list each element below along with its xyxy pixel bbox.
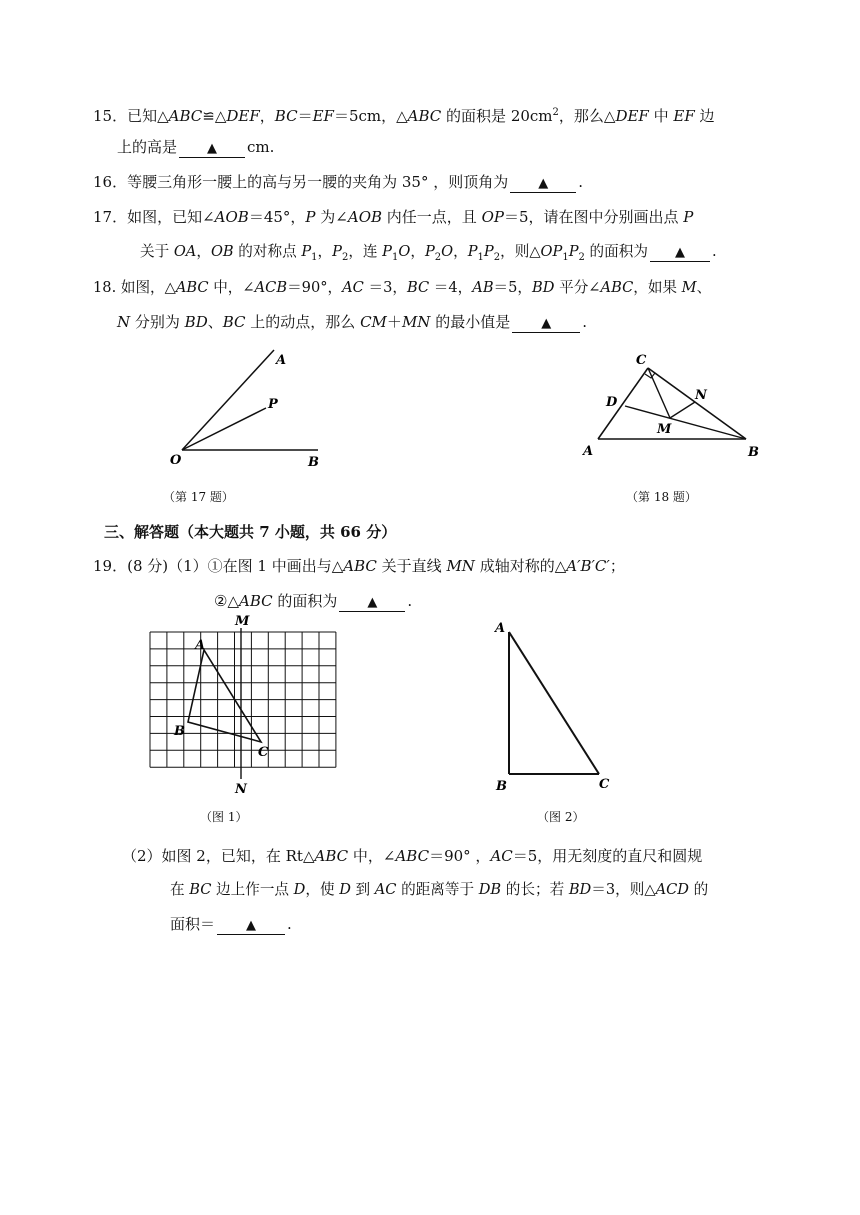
q19-part2-line-3	[170, 914, 292, 935]
figure-17-caption: （第 17 题）	[163, 490, 234, 504]
text: 中	[648, 107, 674, 125]
text: ＝5，请在图中分别画出点	[503, 208, 684, 226]
q15-line-2	[117, 137, 274, 158]
text: ＝4，	[429, 279, 473, 296]
subscript: 1	[477, 251, 484, 263]
text: OP	[540, 243, 563, 260]
text: 已知△	[127, 107, 169, 125]
text: ABC	[168, 107, 203, 125]
text: 关于直线	[376, 557, 447, 575]
text: (8 分)（1）①在图 1 中画出与△	[127, 557, 344, 575]
text: ABC	[175, 279, 209, 296]
triangle-icon: ▲	[207, 141, 218, 156]
text: 在	[170, 881, 190, 898]
text: 成轴对称的△	[474, 557, 567, 575]
text: O	[398, 243, 411, 260]
text: ，	[259, 107, 275, 125]
text: BC	[406, 279, 430, 296]
text: ②△	[214, 592, 239, 610]
subscript: 2	[434, 251, 442, 263]
text: DEF	[615, 107, 649, 125]
triangle-icon: ▲	[367, 595, 378, 610]
q15-line-1	[93, 103, 715, 126]
answer-blank[interactable]	[339, 593, 405, 612]
text: 的长；若	[501, 881, 569, 898]
text: EF	[673, 107, 695, 125]
text: ABC	[343, 557, 377, 575]
text: P	[483, 243, 494, 260]
triangle-icon: ▲	[674, 245, 685, 260]
figure-18-caption: （第 18 题）	[626, 490, 697, 504]
text: A′B′C′	[566, 557, 610, 575]
text: 的距离等于	[396, 881, 479, 898]
answer-blank[interactable]	[179, 139, 245, 158]
segment-mn	[670, 402, 695, 418]
text: AB	[472, 279, 494, 296]
question-number: 15．	[93, 107, 128, 125]
text: 上的动点，那么	[245, 313, 361, 331]
label-a: A	[495, 621, 506, 636]
text: DB	[478, 881, 502, 898]
figure-2	[488, 612, 618, 797]
label-b: B	[174, 724, 185, 739]
label-b: B	[496, 779, 507, 794]
text: P	[305, 208, 316, 226]
text: ＝5cm，△	[333, 107, 408, 125]
label-c: C	[258, 745, 269, 760]
text: ACB	[254, 279, 288, 296]
label-b: B	[308, 455, 319, 470]
label-b: B	[748, 445, 759, 460]
text: 的面积为	[584, 243, 648, 260]
q16-line	[93, 172, 583, 193]
text: 如图，已知∠	[127, 208, 215, 226]
text: CM	[360, 313, 387, 331]
text: AC	[374, 881, 397, 898]
text: 的面积是 20cm	[441, 107, 553, 125]
text: MN	[401, 313, 431, 331]
text: BD	[568, 881, 592, 898]
text: O	[441, 243, 454, 260]
text: .	[407, 592, 413, 610]
text: 边上作一点	[211, 881, 294, 898]
text: M	[681, 279, 697, 296]
text: （2）如图 2，已知，在 Rt△	[122, 847, 315, 865]
text: ＝90°，	[287, 279, 343, 296]
text: ＋	[386, 313, 402, 331]
subscript: 1	[311, 251, 318, 263]
text: ，	[410, 243, 425, 260]
subscript: 2	[341, 251, 349, 263]
side-ac	[509, 632, 599, 774]
label-n: N	[235, 782, 247, 797]
ray-oa	[182, 350, 274, 450]
grid-lines	[150, 632, 336, 767]
text: cm.	[247, 138, 275, 156]
triangle-icon: ▲	[246, 918, 257, 933]
triangle-icon: ▲	[541, 316, 552, 331]
answer-blank[interactable]	[650, 244, 710, 262]
text: P	[382, 243, 392, 260]
text: AOB	[347, 208, 383, 226]
text: P	[424, 243, 435, 260]
text: 边	[694, 107, 715, 125]
question-number: 19．	[93, 557, 128, 575]
text: P	[467, 243, 478, 260]
text: 等腰三角形一腰上的高与另一腰的夹角为 35° ，则顶角为	[127, 173, 509, 191]
triangle-icon: ▲	[538, 176, 549, 191]
text: ABC	[314, 847, 349, 865]
text: N	[117, 313, 131, 331]
subscript: 2	[578, 251, 585, 263]
text: OB	[210, 243, 234, 260]
subscript: 1	[562, 251, 569, 263]
text: BC	[274, 107, 298, 125]
text: P	[301, 243, 312, 260]
answer-blank[interactable]	[510, 174, 576, 193]
q17-line-2	[140, 242, 717, 268]
text: ＝3，则△	[591, 881, 656, 898]
q19-part2-line-1	[122, 846, 702, 866]
text: ABC	[600, 279, 634, 296]
text: D	[293, 881, 306, 898]
text: AC	[490, 847, 513, 865]
text: 中，∠	[348, 847, 396, 865]
text: 的	[688, 881, 709, 898]
text: ＝3，	[363, 279, 407, 296]
text: 的最小值是	[430, 313, 511, 331]
text: ABC	[407, 107, 442, 125]
text: P	[332, 243, 342, 260]
subscript: 1	[391, 251, 399, 263]
text: 平分∠	[554, 279, 601, 296]
label-n: N	[695, 388, 707, 403]
label-c: C	[599, 777, 610, 792]
figure-1-caption: （图 1）	[200, 810, 248, 824]
figure-2-caption: （图 2）	[537, 810, 585, 824]
label-a: A	[276, 353, 287, 368]
text: ACD	[655, 881, 689, 898]
text: 内任一点，且	[382, 208, 482, 226]
label-c: C	[636, 353, 647, 368]
label-p: P	[268, 397, 278, 412]
text: ，连	[348, 243, 383, 260]
text: 到	[350, 881, 375, 898]
text: ，	[196, 243, 211, 260]
text: ＝	[297, 107, 313, 125]
text: ＝90° ，	[429, 847, 491, 865]
label-a: A	[195, 638, 206, 653]
q17-line-1	[93, 207, 693, 227]
subscript: 2	[493, 251, 501, 263]
segment-op	[182, 408, 266, 450]
figure-18	[578, 350, 768, 465]
superscript: 2	[552, 107, 559, 118]
text: ，	[453, 243, 468, 260]
q18-line-2	[117, 312, 587, 333]
text: P	[568, 243, 579, 260]
text: ，如果	[633, 279, 682, 296]
text: .	[582, 313, 587, 331]
q18-line-1	[93, 278, 711, 298]
text: .	[287, 915, 292, 933]
section-title: 三、解答题（本大题共 7 小题，共 66 分）	[104, 523, 397, 541]
label-m: M	[235, 614, 250, 629]
text: OA	[173, 243, 197, 260]
text: BD	[184, 313, 208, 331]
question-number: 17．	[93, 208, 128, 226]
figure-1-grid	[140, 612, 350, 797]
text: 、	[696, 279, 712, 296]
q19-line-2	[214, 591, 412, 612]
question-number: 16．	[93, 173, 128, 191]
text: MN	[446, 557, 475, 575]
answer-blank[interactable]	[217, 916, 285, 935]
text: 面积＝	[170, 915, 216, 933]
text: ，使	[305, 881, 340, 898]
q19-part2-line-2	[170, 880, 708, 900]
text: ，那么△	[558, 107, 616, 125]
question-number: 18.	[93, 279, 121, 296]
text: 分别为	[130, 313, 185, 331]
label-o: O	[170, 453, 182, 468]
answer-blank[interactable]	[512, 314, 580, 333]
text: 的对称点	[233, 243, 302, 260]
text: AOB	[214, 208, 249, 226]
text: P	[683, 208, 694, 226]
text: .	[578, 173, 584, 191]
text: BC	[222, 313, 246, 331]
label-a: A	[583, 444, 594, 459]
text: ABC	[395, 847, 430, 865]
text: 上的高是	[117, 138, 178, 156]
text: OP	[481, 208, 504, 226]
text: ，	[317, 243, 333, 260]
text: ≌△	[202, 107, 227, 125]
text: ABC	[238, 592, 273, 610]
text: 中，∠	[208, 279, 255, 296]
text: 关于	[140, 243, 174, 260]
text: .	[711, 243, 717, 260]
text: ；	[609, 557, 625, 575]
text: EF	[312, 107, 334, 125]
text: BC	[189, 881, 212, 898]
text: ＝5，	[493, 279, 533, 296]
text: BD	[532, 279, 555, 296]
text: DEF	[226, 107, 260, 125]
text: 为∠	[315, 208, 348, 226]
text: D	[339, 881, 351, 898]
segment-bd	[625, 406, 746, 439]
text: 如图，△	[120, 279, 176, 296]
text: 的面积为	[272, 592, 338, 610]
label-m: M	[657, 422, 672, 437]
label-d: D	[606, 395, 618, 410]
q19-line-1	[93, 556, 625, 576]
text: 、	[207, 313, 223, 331]
triangle-abc	[188, 650, 261, 742]
text: ＝45°，	[248, 208, 306, 226]
text: ＝5，用无刻度的直尺和圆规	[512, 847, 703, 865]
text: AC	[342, 279, 364, 296]
figure-17	[160, 340, 340, 475]
text: ，则△	[500, 243, 541, 260]
